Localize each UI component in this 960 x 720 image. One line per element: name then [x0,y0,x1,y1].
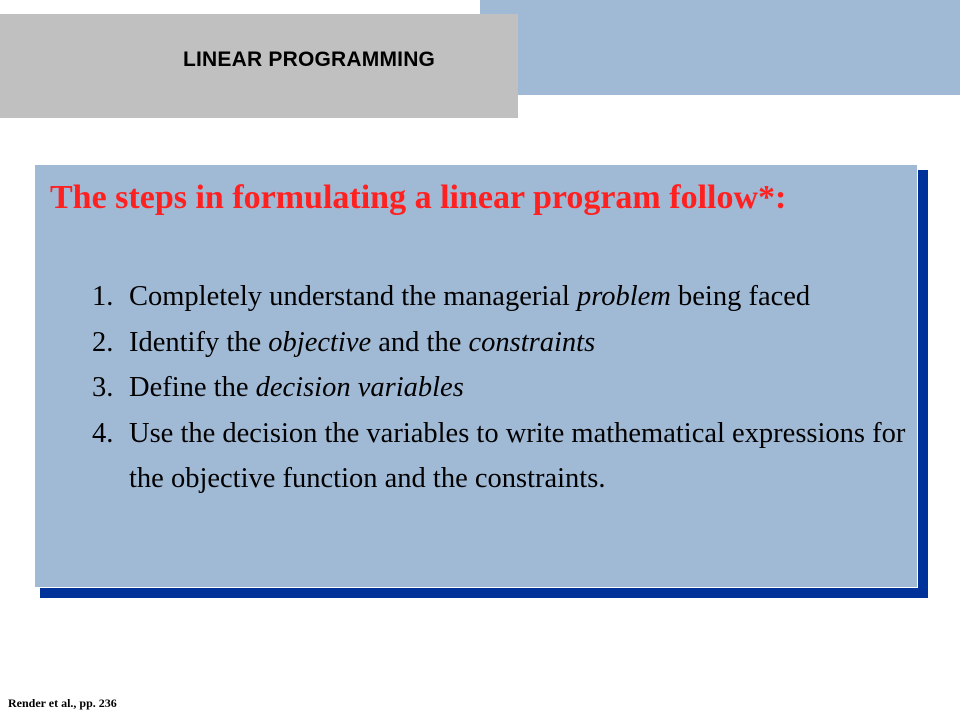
step-text: Use the decision the variables to write mathematical expressions for the objective function and the constraints. [129,417,906,494]
steps-list [92,274,912,502]
step-text: Define the [129,372,256,403]
step-item-2 [92,320,912,366]
step-item-1 [92,274,912,320]
citation: Render et al., pp. 236 [8,696,117,710]
step-text: and the [371,326,469,358]
step-text: Completely understand the managerial [129,281,577,312]
step-emphasis: constraints [468,326,596,358]
step-text: being faced [670,281,811,312]
step-emphasis: objective [268,326,372,358]
slide-title: LINEAR PROGRAMMING [183,48,436,71]
step-emphasis: decision variables [255,372,464,403]
step-number: 2. [92,326,114,358]
step-item-4 [92,411,912,502]
content-heading: The steps in formulating a linear program follow*: [50,179,787,216]
step-text: Identify the [129,326,269,358]
step-number: 4. [92,417,114,449]
step-emphasis: problem [576,281,671,312]
step-number: 1. [92,281,114,312]
header-blue-band [480,0,960,95]
step-item-3 [92,365,912,411]
step-number: 3. [92,372,114,403]
